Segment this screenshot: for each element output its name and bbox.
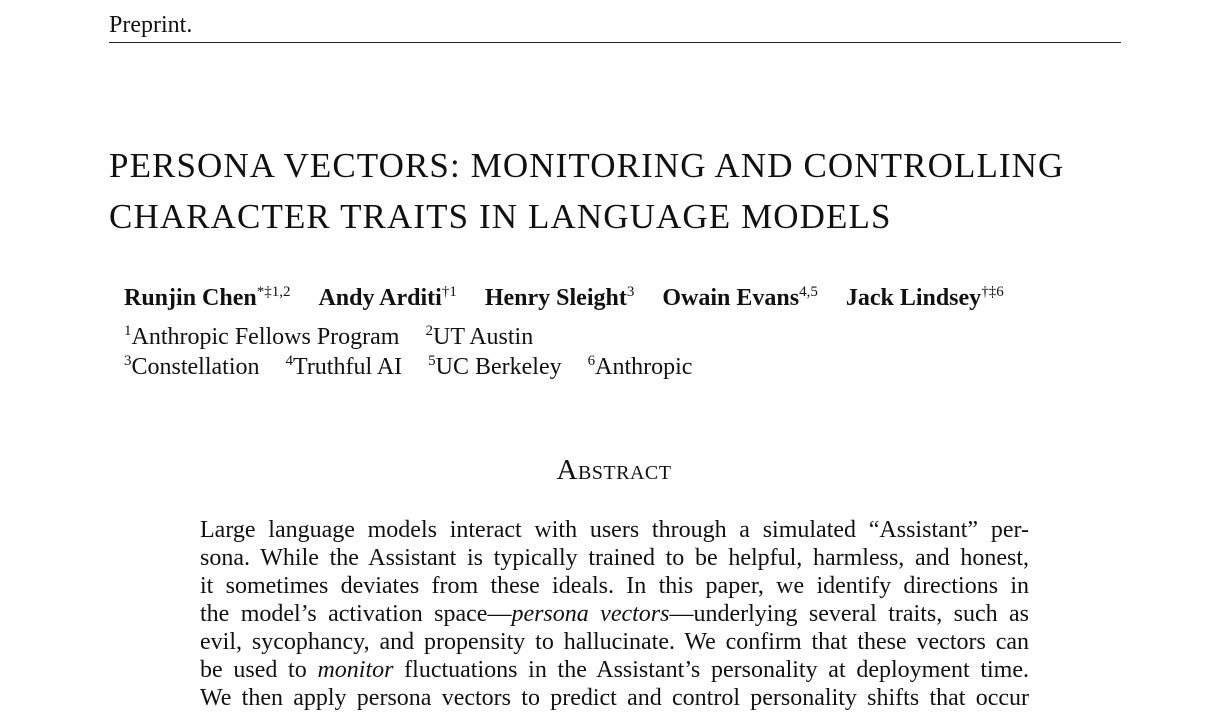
author-owain-evans (662, 285, 817, 311)
author-name: Jack Lindsey (845, 285, 982, 311)
affiliation-number: 4 (285, 353, 293, 369)
author-marks: 4,5 (799, 284, 818, 300)
author-runjin-chen (124, 285, 290, 311)
abstract-text-run: the model’s activation space— (200, 601, 512, 627)
author-name: Andy Arditi (318, 285, 442, 311)
affiliation-number: 3 (124, 353, 132, 369)
affiliation-list (124, 322, 692, 382)
abstract-text-run: —underlying several traits, such as (669, 601, 1029, 627)
author-name: Runjin Chen (124, 285, 257, 311)
abstract-line-4 (200, 600, 1029, 628)
affiliation-ut-austin (425, 324, 533, 350)
affiliation-truthful-ai (286, 354, 403, 380)
abstract-heading: Abstract (556, 454, 672, 486)
abstract-line-7: We then apply persona vectors to predict and control personality shifts that occur (200, 685, 1029, 711)
abstract-line-2: sona. While the Assistant is typically trained to be helpful, harmless, and honest, (200, 545, 1029, 571)
author-marks: †‡6 (981, 284, 1004, 300)
affiliation-name: Constellation (131, 354, 260, 380)
author-marks: 3 (626, 284, 635, 300)
affiliation-line-1 (124, 322, 692, 352)
affiliation-number: 5 (428, 353, 436, 369)
author-name: Henry Sleight (484, 285, 627, 311)
abstract-text-run: fluctuations in the Assistant’s personality at deployment time. (393, 657, 1030, 683)
affiliation-constellation (124, 354, 260, 380)
abstract-emphasis-monitor: monitor (317, 657, 394, 683)
affiliation-name: UC Berkeley (435, 354, 562, 380)
author-jack-lindsey (846, 285, 1004, 311)
abstract-line-1: Large language models interact with users through a simulated “Assistant” per- (200, 517, 1029, 543)
affiliation-name: Anthropic (595, 354, 693, 380)
author-name: Owain Evans (662, 285, 800, 311)
affiliation-number: 2 (425, 323, 433, 339)
affiliation-line-2 (124, 352, 692, 382)
author-henry-sleight (485, 285, 635, 311)
author-andy-arditi (318, 285, 456, 311)
author-list (124, 282, 1004, 314)
author-marks: *‡1,2 (256, 284, 291, 300)
paper-title (109, 140, 1149, 242)
running-header (109, 10, 1121, 43)
author-marks: †1 (441, 284, 457, 300)
affiliation-name: Truthful AI (293, 354, 403, 380)
abstract-text-run: be used to (200, 657, 318, 683)
affiliation-number: 6 (587, 353, 596, 369)
title-line-1: PERSONA VECTORS: MONITORING AND CONTROLLING (109, 146, 1065, 185)
preprint-label: Preprint. (109, 12, 193, 38)
title-line-2: CHARACTER TRAITS IN LANGUAGE MODELS (109, 197, 892, 236)
abstract-line-3: it sometimes deviates from these ideals. In this paper, we identify directions in (200, 573, 1029, 599)
affiliation-number: 1 (124, 323, 132, 339)
affiliation-name: UT Austin (432, 324, 534, 350)
affiliation-uc-berkeley (428, 354, 561, 380)
abstract-line-5: evil, sycophancy, and propensity to hallucinate. We confirm that these vectors can (200, 629, 1029, 655)
affiliation-name: Anthropic Fellows Program (131, 324, 400, 350)
abstract-line-6 (200, 656, 1029, 684)
abstract-text (200, 516, 1029, 712)
affiliation-anthropic-fellows (124, 324, 399, 350)
abstract-emphasis-persona-vectors: persona vectors (511, 601, 670, 627)
affiliation-anthropic (588, 354, 693, 380)
